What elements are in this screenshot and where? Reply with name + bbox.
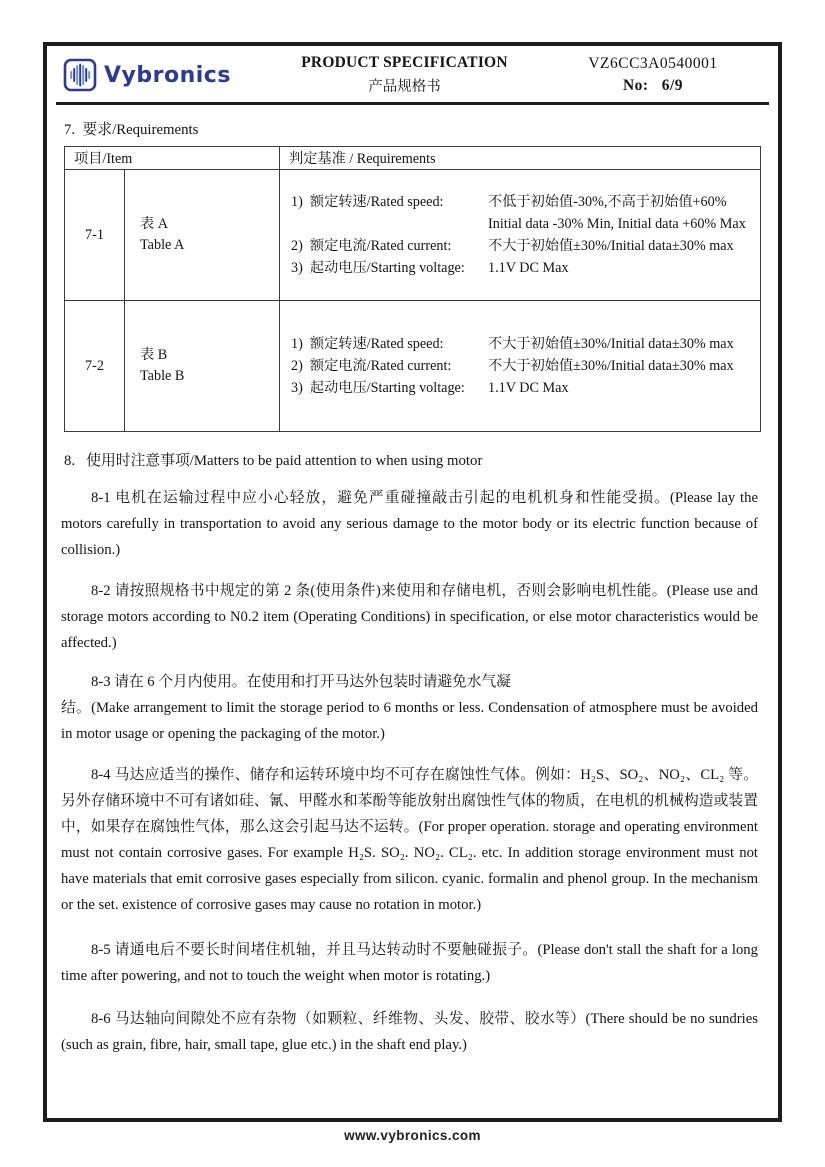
table-header-row	[65, 147, 761, 170]
title-chinese: 产品规格书	[368, 79, 441, 95]
requirement-line	[291, 377, 756, 399]
paragraph-8-1: 8-1 电机在运输过程中应小心轻放，避免严重碰撞敲击引起的电机机身和性能受损。(Please lay the motors carefully in transportation to avoid any serious damage to the motor body or its electric function because of collision.)	[61, 490, 758, 559]
footer-url: www.vybronics.com	[344, 1128, 481, 1143]
requirement-value: 不大于初始值±30%/Initial data±30% max	[488, 336, 734, 352]
table-row-7-2	[65, 301, 761, 432]
requirement-value-zh: 不低于初始值-30%,不高于初始值+60%	[488, 194, 727, 210]
requirement-label: 3) 起动电压/Starting voltage:	[291, 380, 465, 396]
requirements-cell	[280, 301, 761, 432]
requirement-value: 1.1V DC Max	[488, 380, 569, 396]
paragraph-8-3-line1: 8-3 请在 6 个月内使用。在使用和打开马达外包装时请避免水气凝	[91, 674, 511, 691]
requirement-line	[291, 333, 756, 355]
page-number: No: 6/9	[622, 77, 684, 94]
paragraph-8-3	[61, 669, 758, 747]
section8-heading: 8. 使用时注意事项/Matters to be paid attention to when using motor	[64, 453, 483, 469]
paragraph-8-2: 8-2 请按照规格书中规定的第 2 条(使用条件)来使用和存储电机，否则会影响电机性能。(Please use and storage motors according to N0.2 item (Operating Conditions) in specification, or else motor characteristics would be affected.)	[61, 583, 758, 652]
vybronics-logo	[53, 58, 275, 92]
title-english: PRODUCT SPECIFICATION	[301, 54, 508, 71]
title-block	[275, 54, 534, 96]
requirement-label: 3) 起动电压/Starting voltage:	[291, 260, 465, 276]
requirement-label: 1) 额定转速/Rated speed:	[291, 336, 444, 352]
item-name-cell	[125, 301, 280, 432]
requirements-cell	[280, 170, 761, 301]
header	[47, 46, 778, 102]
item-name-zh: 表 A	[140, 215, 168, 232]
doc-number-block	[534, 55, 772, 95]
page-frame	[43, 42, 782, 1122]
requirements-table	[64, 146, 761, 432]
requirement-value: 1.1V DC Max	[488, 260, 569, 276]
requirement-line	[291, 355, 756, 377]
table-row-7-1	[65, 170, 761, 301]
section7-heading: 7. 要求/Requirements	[64, 122, 199, 138]
item-name-en: Table A	[140, 237, 185, 253]
requirement-value-en: Initial data -30% Min, Initial data +60% Max	[488, 216, 746, 232]
paragraph-8-4: 8-4 马达应适当的操作、储存和运转环境中均不可存在腐蚀性气体。例如：H₂S、SO₂、NO₂、CL₂ 等。另外存储环境中不可有诸如硅、氰、甲醛水和苯酚等能放射出腐蚀性气体的物质，在电机的机械构造或装置中，如果存在腐蚀性气体，那么这会引起马达不运转。(For proper operation. storage and operating environment must not contain corrosive gases. For example H₂S. SO₂. NO₂. CL₂. etc. In addition storage environment must not have materials that emit corrosive gases especially from silicon. cyanic. formalin and phenol group. In the mechanism or the set. existence of corrosive gases may cause no rotation in motor.)	[61, 767, 758, 914]
vibration-wave-icon	[63, 58, 97, 92]
requirement-value	[488, 191, 756, 235]
paragraph-8-5: 8-5 请通电后不要长时间堵住机轴，并且马达转动时不要触碰振子。(Please don't stall the shaft for a long time after powering, and not to touch the weight when motor is rotating.)	[61, 942, 758, 985]
document-body	[47, 105, 778, 1058]
row-id: 7-2	[65, 301, 125, 432]
paragraph-8-6: 8-6 马达轴向间隙处不应有杂物（如颗粒、纤维物、头发、胶带、胶水等）(There should be no sundries (such as grain, fibre, hair, small tape, glue etc.) in the shaft end play.)	[61, 1011, 758, 1054]
requirement-label: 1) 额定转速/Rated speed:	[291, 194, 444, 210]
doc-number: VZ6CC3A0540001	[588, 55, 718, 72]
requirement-label: 2) 额定电流/Rated current:	[291, 358, 452, 374]
requirement-value: 不大于初始值±30%/Initial data±30% max	[488, 358, 734, 374]
logo-wordmark: Vybronics	[104, 62, 231, 88]
requirement-label: 2) 额定电流/Rated current:	[291, 238, 452, 254]
requirement-value: 不大于初始值±30%/Initial data±30% max	[488, 238, 734, 254]
item-name-cell	[125, 170, 280, 301]
requirement-line	[291, 235, 756, 257]
item-name-zh: 表 B	[140, 346, 168, 363]
paragraph-8-3-rest: 结。(Make arrangement to limit the storage period to 6 months or less. Condensation of atmosphere must be avoided in motor usage or opening the packaging of the motor.)	[61, 700, 758, 743]
requirement-line	[291, 191, 756, 235]
item-name-en: Table B	[140, 368, 185, 384]
column-header-requirements: 判定基准 / Requirements	[280, 147, 761, 170]
column-header-item: 项目/Item	[65, 147, 280, 170]
requirement-line	[291, 257, 756, 279]
row-id: 7-1	[65, 170, 125, 301]
